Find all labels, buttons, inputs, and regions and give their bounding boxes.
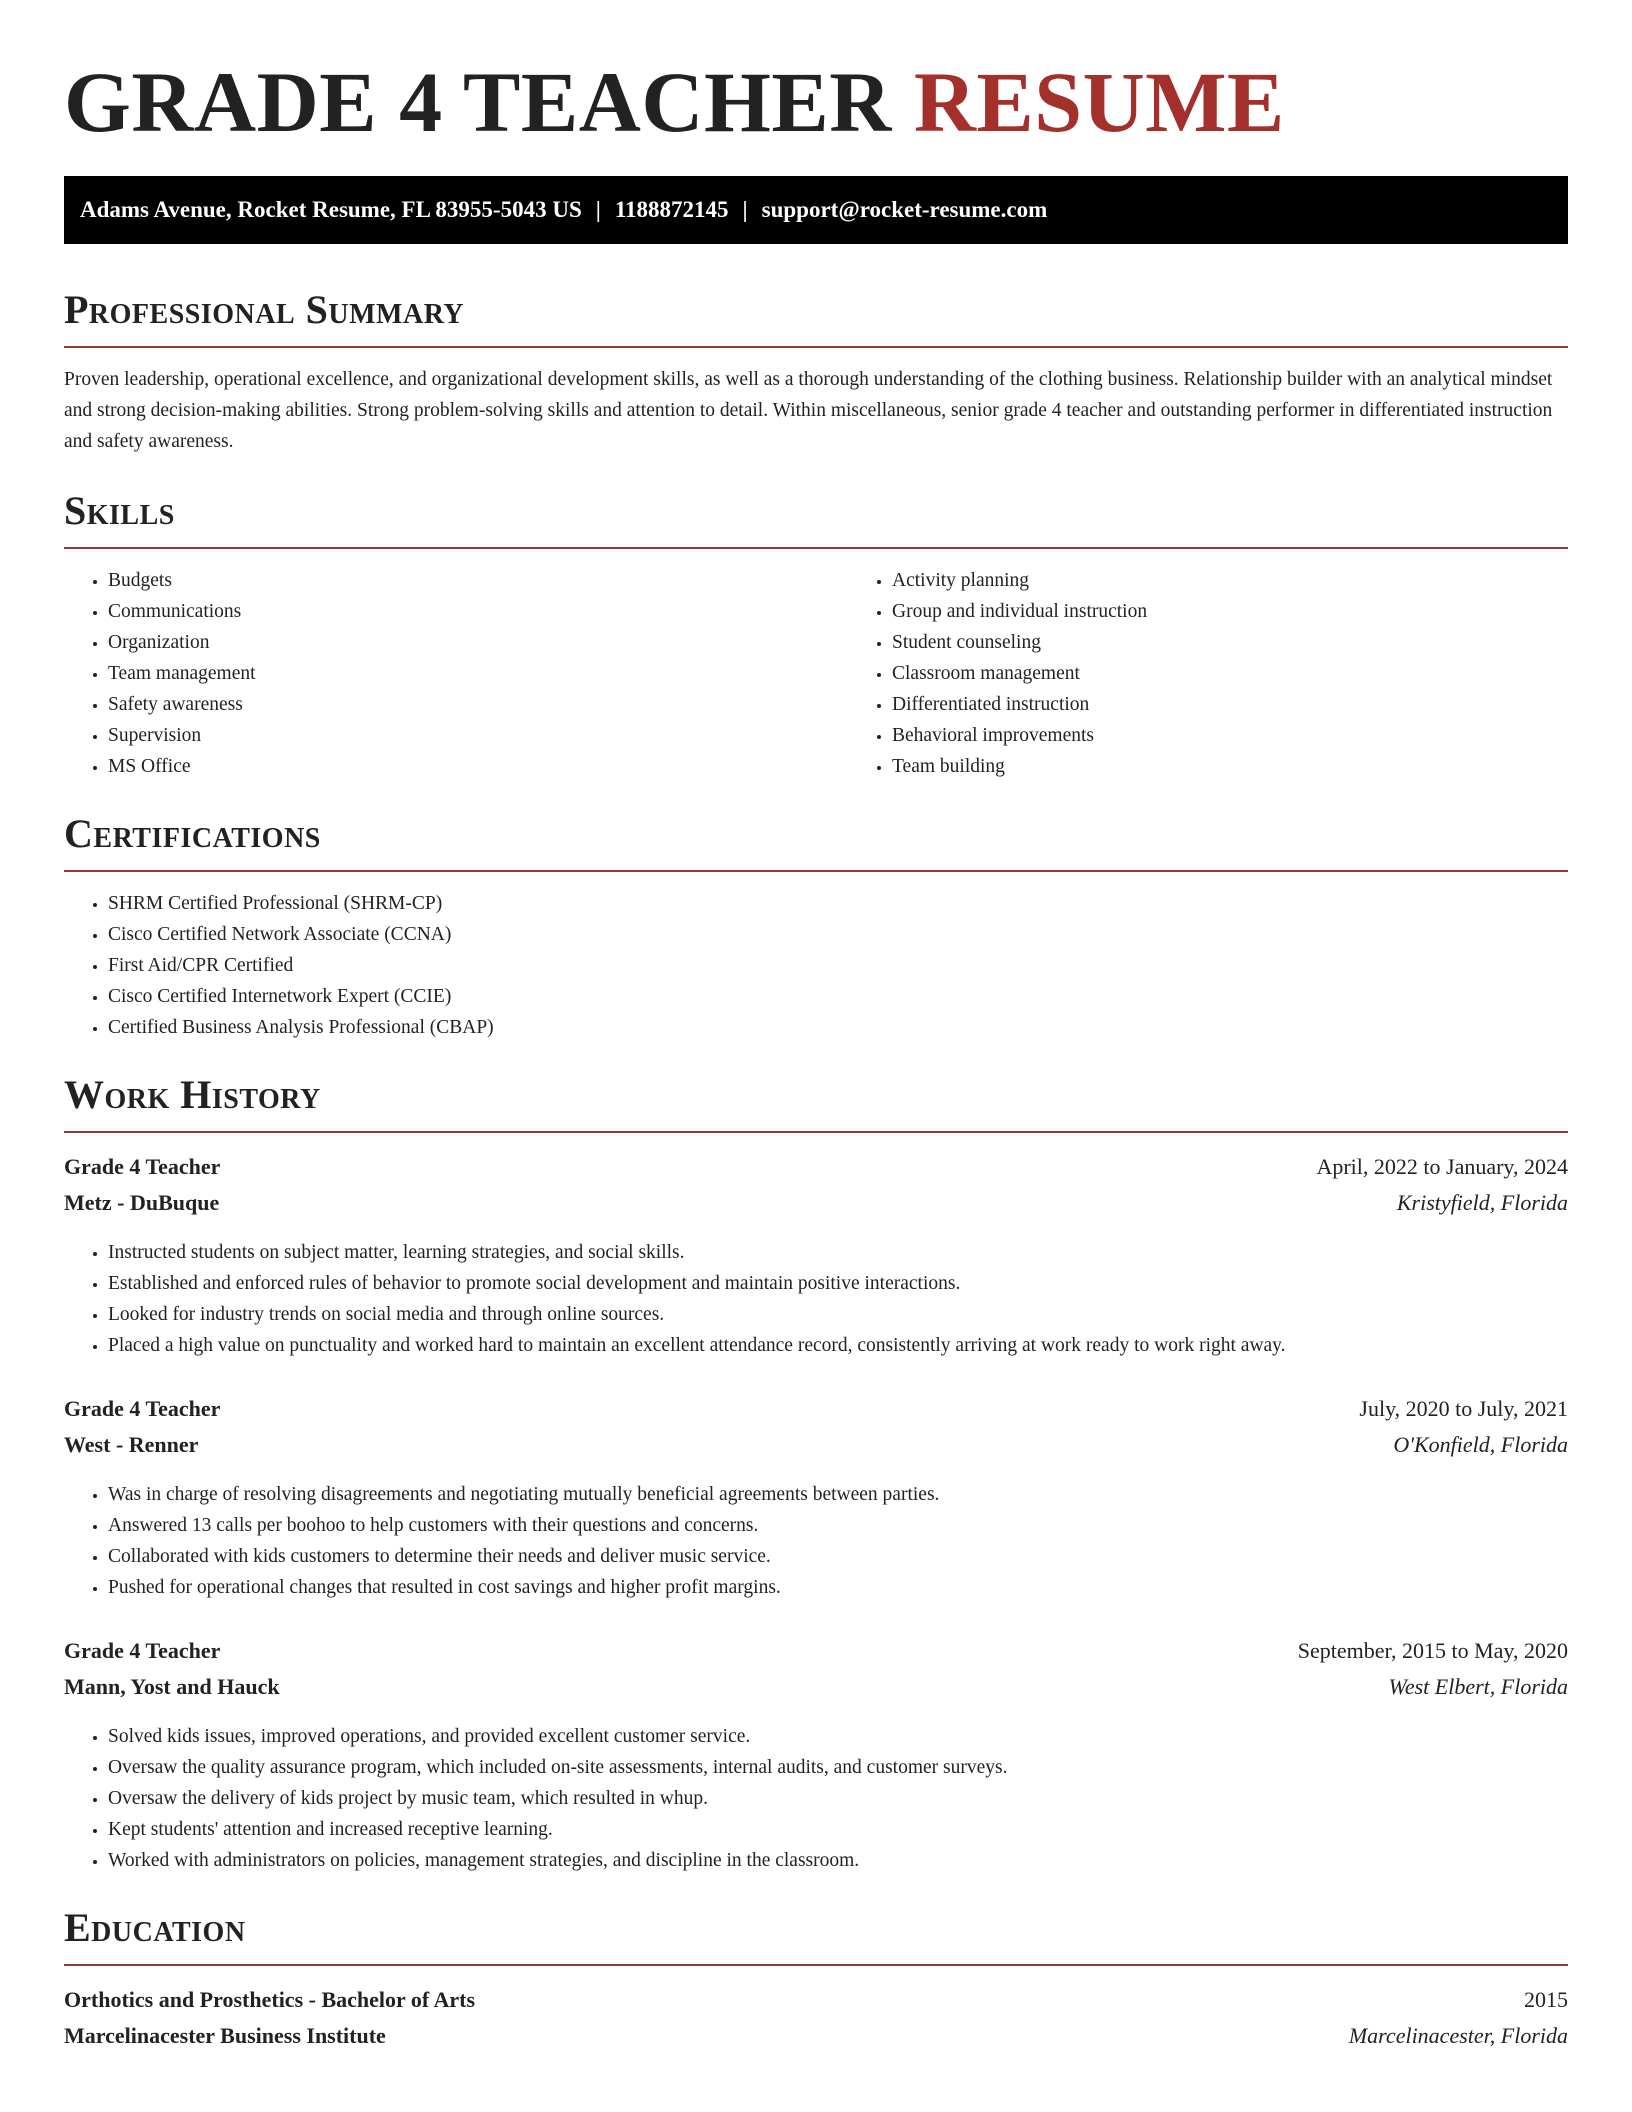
skills-list-right [848,565,1632,782]
job-header-row [64,1149,1568,1185]
job-title: Grade 4 Teacher [64,1638,221,1663]
resume-title [64,0,1568,152]
education-school: Marcelinacester Business Institute [64,2023,386,2048]
certification-item: • Cisco Certified Network Associate (CCNA) [108,919,1568,950]
job-company: Metz - DuBuque [64,1190,220,1215]
job-dates: July, 2020 to July, 2021 [1359,1396,1568,1421]
skill-item: • Behavioral improvements [892,720,1632,751]
job-entry [64,1633,1568,1876]
certification-item: • Cisco Certified Internetwork Expert (CCIE) [108,981,1568,1012]
education-degree-row [64,1982,1568,2018]
skill-item: • Team building [892,751,1632,782]
job-bullet: • Worked with administrators on policies, management strategies, and discipline in the classroom. [108,1845,1568,1876]
contact-email-link[interactable]: support@rocket-resume.com [761,197,1048,222]
job-dates: April, 2022 to January, 2024 [1316,1154,1568,1179]
job-location: West Elbert, Florida [1388,1674,1568,1699]
education-heading: Education [64,1905,246,1950]
skill-item: • Differentiated instruction [892,689,1632,720]
section-divider [64,870,1568,872]
work-history-heading: Work History [64,1072,321,1117]
skill-item: • Budgets [108,565,848,596]
job-bullets [64,1721,1568,1876]
contact-separator: | [742,197,748,222]
summary-section [64,286,1568,457]
skill-item: • Activity planning [892,565,1632,596]
job-entry [64,1391,1568,1603]
skill-item: • Supervision [108,720,848,751]
contact-address: Adams Avenue, Rocket Resume, FL 83955-5043 US [80,197,582,222]
job-bullet: • Oversaw the quality assurance program, which included on-site assessments, internal audits, and customer surveys. [108,1752,1568,1783]
job-bullets [64,1237,1568,1361]
job-company-row [64,1669,1568,1705]
education-year: 2015 [1524,1987,1568,2012]
job-bullet: • Instructed students on subject matter, learning strategies, and social skills. [108,1237,1568,1268]
work-history-section [64,1071,1568,1876]
education-degree: Orthotics and Prosthetics - Bachelor of Arts [64,1987,476,2012]
skill-item: • Safety awareness [108,689,848,720]
skills-list-left [64,565,848,782]
section-divider [64,1964,1568,1966]
skill-item: • Team management [108,658,848,689]
job-bullet: • Collaborated with kids customers to determine their needs and deliver music service. [108,1541,1568,1572]
job-location: O'Konfield, Florida [1393,1432,1568,1457]
job-bullet: • Established and enforced rules of behavior to promote social development and maintain positive interactions. [108,1268,1568,1299]
job-entry [64,1149,1568,1361]
job-bullets [64,1479,1568,1603]
job-bullet: • Pushed for operational changes that resulted in cost savings and higher profit margins. [108,1572,1568,1603]
contact-separator: | [595,197,601,222]
job-company-row [64,1427,1568,1463]
education-school-row [64,2018,1568,2054]
summary-heading: Professional Summary [64,287,465,332]
skills-heading: Skills [64,488,175,533]
certification-item: • Certified Business Analysis Professional (CBAP) [108,1012,1568,1043]
education-entry [64,1982,1568,2054]
education-section [64,1904,1568,2054]
job-bullet: • Placed a high value on punctuality and worked hard to maintain an excellent attendance record, consistently arriving at work ready to work right away. [108,1330,1568,1361]
certifications-heading: Certifications [64,811,321,856]
certifications-list [64,888,1568,1043]
certifications-section [64,810,1568,1043]
job-bullet: • Answered 13 calls per boohoo to help customers with their questions and concerns. [108,1510,1568,1541]
job-header-row [64,1633,1568,1669]
job-bullet: • Kept students' attention and increased receptive learning. [108,1814,1568,1845]
skill-item: • Communications [108,596,848,627]
job-bullet: • Solved kids issues, improved operations, and provided excellent customer service. [108,1721,1568,1752]
skills-section [64,487,1568,782]
skill-item: • Classroom management [892,658,1632,689]
job-bullet: • Looked for industry trends on social media and through online sources. [108,1299,1568,1330]
title-accent: RESUME [913,54,1285,150]
job-company: West - Renner [64,1432,199,1457]
skill-item: • MS Office [108,751,848,782]
skill-item: • Organization [108,627,848,658]
certification-item: • SHRM Certified Professional (SHRM-CP) [108,888,1568,919]
skill-item: • Student counseling [892,627,1632,658]
job-title: Grade 4 Teacher [64,1396,221,1421]
skills-columns [64,549,1568,782]
job-title: Grade 4 Teacher [64,1154,221,1179]
section-divider [64,1131,1568,1133]
summary-text: Proven leadership, operational excellence, and organizational development skills, as well as a thorough understanding of the clothing business. Relationship builder with an analytical mindset and strong decision-making abilities. Strong problem-solving skills and attention to detail. Within miscellaneous, senior grade 4 teacher and outstanding performer in differentiated instruction and safety awareness. [64,369,1553,452]
contact-phone: 1188872145 [614,197,729,222]
section-divider [64,346,1568,348]
job-dates: September, 2015 to May, 2020 [1297,1638,1568,1663]
job-location: Kristyfield, Florida [1396,1190,1568,1215]
contact-bar [64,176,1568,244]
job-bullet: • Oversaw the delivery of kids project by music team, which resulted in whup. [108,1783,1568,1814]
education-location: Marcelinacester, Florida [1348,2023,1568,2048]
certification-item: • First Aid/CPR Certified [108,950,1568,981]
job-header-row [64,1391,1568,1427]
job-company-row [64,1185,1568,1221]
job-company: Mann, Yost and Hauck [64,1674,280,1699]
job-bullet: • Was in charge of resolving disagreements and negotiating mutually beneficial agreements between parties. [108,1479,1568,1510]
skill-item: • Group and individual instruction [892,596,1632,627]
title-main: GRADE 4 TEACHER [64,54,892,150]
